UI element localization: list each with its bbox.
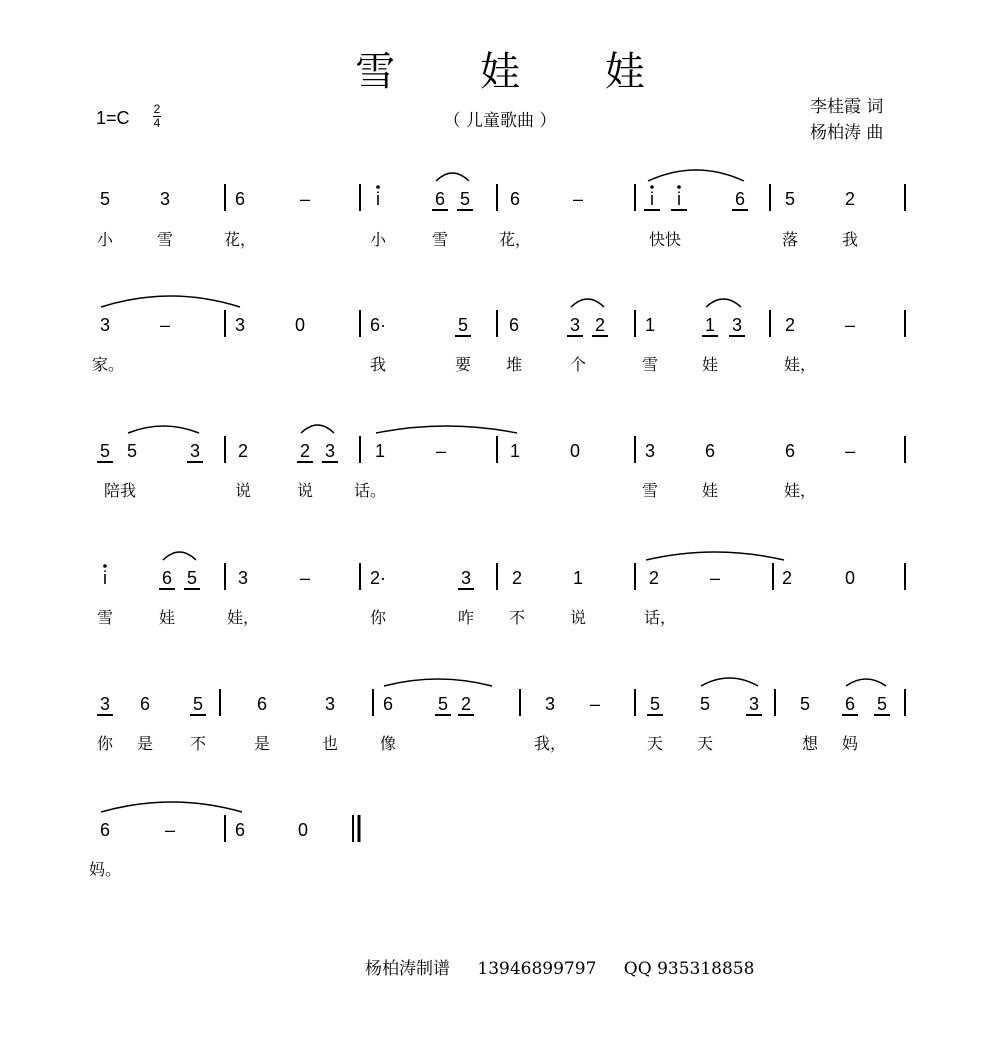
lyric-syllable: 雪 xyxy=(431,230,449,249)
note: 2 xyxy=(781,568,793,588)
note: 1 xyxy=(644,315,656,335)
note: 5 xyxy=(459,189,471,209)
footer-arranger: 杨柏涛制谱 xyxy=(365,959,450,979)
note: 5 xyxy=(649,694,661,714)
lyric-syllable: 雪 xyxy=(96,608,114,627)
note: 6 xyxy=(784,441,796,461)
note: 2 xyxy=(648,568,660,588)
lyric-syllable: 娃 xyxy=(701,355,719,374)
tie-slur xyxy=(646,552,784,560)
note: 3 xyxy=(644,441,656,461)
tie-slur xyxy=(436,173,469,181)
note: 3 xyxy=(544,694,556,714)
note: 1 xyxy=(509,441,521,461)
note: 6 xyxy=(704,441,716,461)
note: 3 xyxy=(189,441,201,461)
footer-phone: 13946899797 xyxy=(477,959,597,979)
tie-slur xyxy=(571,299,604,307)
lyric-syllable: 娃 xyxy=(158,608,176,627)
note: 6 xyxy=(508,315,520,335)
note: 1 xyxy=(704,315,716,335)
tie-slur xyxy=(648,170,744,181)
note: 6 xyxy=(139,694,151,714)
lyric-syllable: 也 xyxy=(321,734,339,753)
lyric-syllable: 想 xyxy=(801,734,819,753)
note: 5 xyxy=(876,694,888,714)
note: 0 xyxy=(844,568,856,588)
note: 3 xyxy=(569,315,581,335)
lyric-syllable: 咋 xyxy=(457,608,475,627)
note: – xyxy=(844,315,856,335)
note: 3 xyxy=(159,189,171,209)
note: – xyxy=(299,189,311,209)
lyric-syllable: 话。 xyxy=(353,481,387,500)
note: 3 xyxy=(324,694,336,714)
note: 6 xyxy=(434,189,446,209)
lyric-syllable: 小 xyxy=(369,230,387,249)
note: 0 xyxy=(294,315,306,335)
note: 6· xyxy=(369,315,387,335)
note: 2 xyxy=(511,568,523,588)
high-octave-dot xyxy=(103,564,107,568)
note: 5 xyxy=(437,694,449,714)
note: – xyxy=(589,694,601,714)
lyric-syllable: 说 xyxy=(234,481,252,500)
time-signature-bottom: 4 xyxy=(153,116,161,130)
lyric-syllable: 娃， xyxy=(226,608,260,627)
note: 5 xyxy=(192,694,204,714)
lyric-syllable: 你 xyxy=(96,734,114,753)
tie-slur xyxy=(376,426,517,433)
note: – xyxy=(435,441,447,461)
note: 5 xyxy=(784,189,796,209)
tie-slur xyxy=(301,425,334,433)
tie-slur xyxy=(128,426,199,433)
lyric-syllable: 堆 xyxy=(505,355,523,374)
tie-slur xyxy=(101,296,240,307)
note: 3 xyxy=(324,441,336,461)
note: 6 xyxy=(844,694,856,714)
note: 6 xyxy=(234,820,246,840)
note: 3 xyxy=(731,315,743,335)
lyric-syllable: 天 xyxy=(646,734,664,753)
lyric-syllable: 说 xyxy=(296,481,314,500)
note: 3 xyxy=(99,694,111,714)
lyric-syllable: 是 xyxy=(253,734,271,753)
note: 3 xyxy=(234,315,246,335)
note: 5 xyxy=(99,441,111,461)
note: 2· xyxy=(369,568,387,588)
lyric-syllable: 要 xyxy=(454,355,472,374)
tie-slur xyxy=(384,679,492,686)
note: 5 xyxy=(186,568,198,588)
note: 5 xyxy=(99,189,111,209)
footer-qq: QQ 935318858 xyxy=(623,959,755,979)
note: – xyxy=(709,568,721,588)
note: 2 xyxy=(844,189,856,209)
lyric-syllable: 话， xyxy=(643,608,677,627)
note: 6 xyxy=(99,820,111,840)
note: 6 xyxy=(509,189,521,209)
high-octave-dot xyxy=(650,185,654,189)
note: 6 xyxy=(734,189,746,209)
note: 2 xyxy=(237,441,249,461)
key-signature: 1=C xyxy=(96,108,130,128)
note: 3 xyxy=(237,568,249,588)
note: 2 xyxy=(784,315,796,335)
lyric-syllable: 个 xyxy=(569,355,587,374)
lyric-syllable: 雪 xyxy=(641,355,659,374)
note: – xyxy=(572,189,584,209)
lyric-syllable: 不 xyxy=(508,608,526,627)
note: 1 xyxy=(572,568,584,588)
lyric-syllable: 快快 xyxy=(648,230,682,249)
lyric-syllable: 娃， xyxy=(783,481,817,500)
note: 2 xyxy=(299,441,311,461)
lyricist-credit: 李桂霞 词 xyxy=(810,97,884,117)
footer xyxy=(365,954,776,979)
note: 0 xyxy=(297,820,309,840)
lyric-syllable: 我 xyxy=(369,355,387,374)
lyric-syllable: 妈。 xyxy=(88,860,122,879)
tie-slur xyxy=(846,679,886,686)
note: 3 xyxy=(460,568,472,588)
lyric-syllable: 是 xyxy=(136,734,154,753)
lyric-syllable: 像 xyxy=(379,734,397,753)
lyric-syllable: 落 xyxy=(781,230,799,249)
note: 3 xyxy=(748,694,760,714)
note: 2 xyxy=(460,694,472,714)
composer-credit: 杨柏涛 曲 xyxy=(810,123,884,143)
tie-slur xyxy=(706,299,741,307)
lyric-syllable: 娃 xyxy=(701,481,719,500)
tie-slur xyxy=(701,678,758,686)
note: i xyxy=(650,189,654,209)
song-subtitle: （ 儿童歌曲 ） xyxy=(443,111,557,131)
lyric-syllable: 天 xyxy=(696,734,714,753)
note: 6 xyxy=(234,189,246,209)
note: 3 xyxy=(99,315,111,335)
lyric-syllable: 家。 xyxy=(91,355,125,374)
time-signature-top: 2 xyxy=(153,102,161,116)
high-octave-dot xyxy=(677,185,681,189)
note: 5 xyxy=(699,694,711,714)
note: i xyxy=(677,189,681,209)
lyric-syllable: 雪 xyxy=(156,230,174,249)
lyric-syllable: 花， xyxy=(223,230,257,249)
lyric-syllable: 花， xyxy=(498,230,532,249)
note: – xyxy=(159,315,171,335)
lyric-syllable: 小 xyxy=(96,230,114,249)
tie-slur xyxy=(101,802,242,812)
note: 1 xyxy=(374,441,386,461)
note: 5 xyxy=(799,694,811,714)
note: 2 xyxy=(594,315,606,335)
note: – xyxy=(844,441,856,461)
high-octave-dot xyxy=(376,185,380,189)
lyric-syllable: 妈 xyxy=(841,734,859,753)
lyric-syllable: 娃， xyxy=(783,355,817,374)
note: – xyxy=(164,820,176,840)
note: 6 xyxy=(161,568,173,588)
tie-slur xyxy=(163,552,196,560)
lyric-syllable: 不 xyxy=(189,734,207,753)
note: 0 xyxy=(569,441,581,461)
lyric-syllable: 雪 xyxy=(641,481,659,500)
note: i xyxy=(376,189,380,209)
song-title: 雪 娃 娃 xyxy=(355,49,681,95)
note: – xyxy=(299,568,311,588)
note: 6 xyxy=(382,694,394,714)
note: 5 xyxy=(457,315,469,335)
lyric-syllable: 你 xyxy=(369,608,387,627)
note: 6 xyxy=(256,694,268,714)
lyric-syllable: 我， xyxy=(533,734,567,753)
lyric-syllable: 说 xyxy=(569,608,587,627)
note: i xyxy=(103,568,107,588)
lyric-syllable: 我 xyxy=(841,230,859,249)
lyric-syllable: 陪我 xyxy=(103,481,137,500)
note: 5 xyxy=(126,441,138,461)
